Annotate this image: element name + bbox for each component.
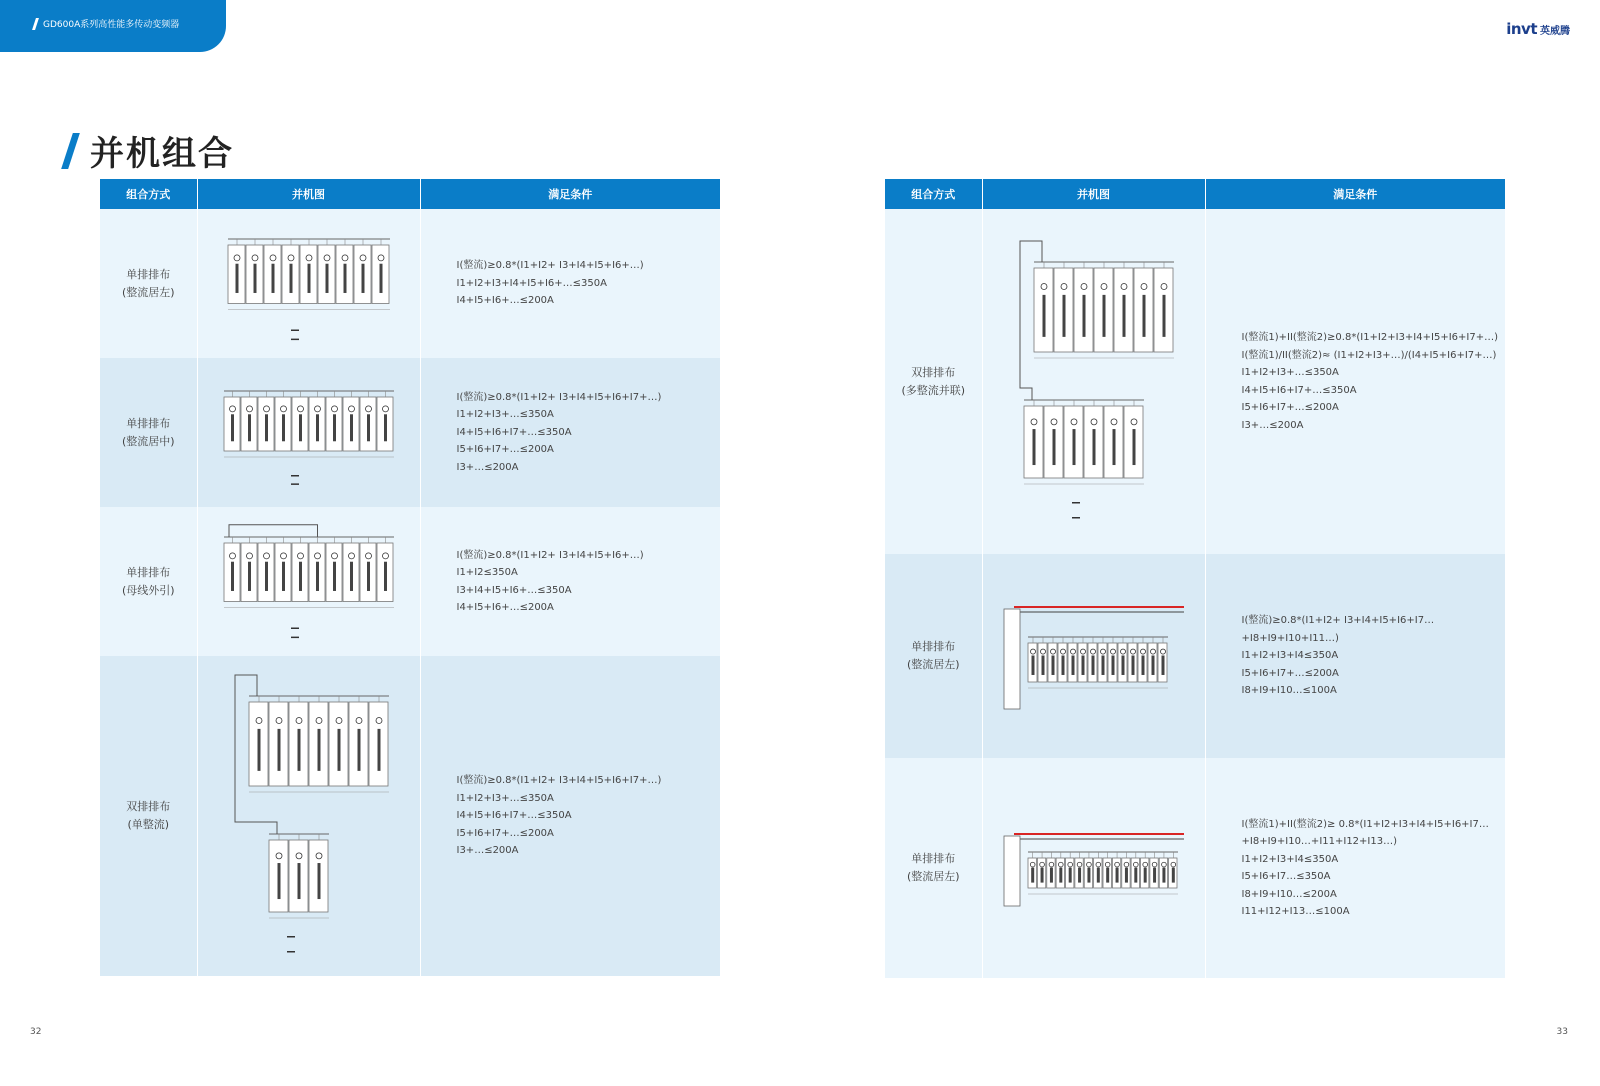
condition-line: I(整流)≥0.8*(I1+I2+ I3+I4+I5+I6+…) (456, 260, 644, 272)
condition-line: I4+I5+I6+…≤200A (456, 295, 554, 307)
header-label (34, 17, 179, 30)
condition-line: I1+I2+I3+…≤350A (456, 409, 554, 421)
diagram-cell (197, 358, 420, 507)
page-title: 并机组合 (90, 134, 234, 174)
mode-line: (多整流并联) (901, 383, 966, 397)
wiring-diagram-icon (209, 373, 409, 493)
right-combination-table (885, 179, 1505, 978)
diagram-cell (197, 656, 420, 976)
mode-cell (885, 554, 982, 758)
slash-icon (32, 18, 39, 30)
condition-line: I4+I5+I6+…≤200A (456, 602, 554, 613)
page-number-right: 33 (1556, 1027, 1568, 1037)
conditions-cell (420, 656, 720, 976)
condition-line: I(整流)≥0.8*(I1+I2+ I3+I4+I5+I6+I7+…) (456, 391, 662, 403)
table-row (885, 209, 1505, 554)
mode-cell (100, 656, 197, 976)
condition-line: I1+I2+I3+…≤350A (1241, 367, 1339, 378)
wiring-diagram-icon (994, 232, 1194, 532)
mode-line: 单排排布 (911, 640, 956, 653)
table-row (885, 758, 1505, 978)
condition-line: +I8+I9+I10+I11…) (1241, 632, 1339, 644)
table-row (100, 209, 720, 358)
condition-line: I1+I2≤350A (456, 567, 518, 578)
col-header-diagram: 并机图 (197, 179, 420, 209)
col-header-conditions: 满足条件 (1205, 179, 1505, 209)
col-header-mode: 组合方式 (100, 179, 197, 209)
left-combination-table (100, 179, 720, 976)
condition-line: I4+I5+I6+I7+…≤350A (1241, 384, 1357, 396)
diagram-cell (982, 209, 1205, 554)
col-header-mode: 组合方式 (885, 179, 982, 209)
mode-line: 单排排布 (126, 416, 171, 430)
mode-line: (整流居左) (906, 658, 960, 671)
conditions-cell (420, 358, 720, 507)
title-slash-icon (61, 133, 80, 169)
logo-icon: invt (1506, 20, 1537, 38)
diagram-cell (982, 758, 1205, 978)
conditions-cell (1205, 209, 1505, 554)
mode-line: (整流居左) (121, 285, 175, 299)
condition-line: I(整流)≥0.8*(I1+I2+ I3+I4+I5+I6+I7… (1241, 615, 1435, 627)
mode-line: 双排排布 (126, 800, 171, 813)
condition-line: I(整流1)/II(整流2)≈ (I1+I2+I3+…)/(I4+I5+I6+I7+…) (1241, 349, 1497, 361)
condition-line: I8+I9+I10…≤100A (1241, 685, 1337, 697)
mode-line: (单整流) (127, 818, 170, 831)
condition-line: I5+I6+I7+…≤200A (1241, 667, 1339, 679)
mode-cell (100, 507, 197, 656)
condition-line: I8+I9+I10…≤200A (1241, 888, 1337, 900)
condition-line: I1+I2+I3+I4≤350A (1241, 650, 1339, 662)
condition-line: I3+…≤200A (1241, 419, 1304, 431)
table-row (100, 656, 720, 976)
condition-line: I1+I2+I3+I4≤350A (1241, 853, 1339, 865)
condition-line: I5+I6+I7+…≤200A (1241, 402, 1339, 413)
condition-line: I(整流)≥0.8*(I1+I2+ I3+I4+I5+I6+…) (456, 549, 644, 561)
diagram-cell (197, 507, 420, 656)
wiring-diagram-icon (994, 591, 1194, 721)
mode-line: 单排排布 (126, 267, 171, 281)
wiring-diagram-icon (209, 517, 409, 647)
condition-line: I1+I2+I3+…≤350A (456, 792, 554, 804)
mode-line: (母线外引) (121, 583, 175, 597)
mode-line: (整流居中) (121, 434, 175, 448)
condition-line: I5+I6+I7+…≤200A (456, 444, 554, 456)
mode-cell (885, 758, 982, 978)
condition-line: I5+I6+I7+…≤200A (456, 827, 554, 839)
brand-logo (1506, 20, 1570, 38)
condition-line: I3+…≤200A (456, 461, 519, 473)
mode-cell (885, 209, 982, 554)
condition-line: I(整流1)+II(整流2)≥ 0.8*(I1+I2+I3+I4+I5+I6+I7… (1241, 818, 1489, 830)
page-title-block (67, 126, 234, 175)
header-tab (0, 0, 226, 52)
conditions-cell (1205, 758, 1505, 978)
mode-cell (100, 209, 197, 358)
conditions-cell (1205, 554, 1505, 758)
col-header-diagram: 并机图 (982, 179, 1205, 209)
mode-line: 双排排布 (911, 365, 956, 379)
condition-line: I11+I12+I13…≤100A (1241, 906, 1350, 917)
mode-cell (100, 358, 197, 507)
table-row (100, 358, 720, 507)
table-row (885, 554, 1505, 758)
diagram-cell (197, 209, 420, 358)
mode-line: 单排排布 (911, 852, 956, 865)
brand-name: 英威腾 (1540, 26, 1570, 37)
wiring-diagram-icon (209, 666, 409, 966)
table-header-row (100, 179, 720, 209)
condition-line: I(整流1)+II(整流2)≥0.8*(I1+I2+I3+I4+I5+I6+I7+…) (1241, 332, 1498, 343)
mode-line: 单排排布 (126, 565, 171, 579)
table-row (100, 507, 720, 656)
condition-line: I3+…≤200A (456, 845, 519, 857)
conditions-cell (420, 507, 720, 656)
condition-line: +I8+I9+I10…+I11+I12+I13…) (1241, 836, 1397, 847)
col-header-conditions: 满足条件 (420, 179, 720, 209)
wiring-diagram-icon (209, 219, 409, 349)
page-number-left: 32 (30, 1027, 42, 1037)
condition-line: I4+I5+I6+I7+…≤350A (456, 810, 572, 822)
conditions-cell (420, 209, 720, 358)
condition-line: I1+I2+I3+I4+I5+I6+…≤350A (456, 277, 607, 289)
condition-line: I5+I6+I7…≤350A (1241, 871, 1331, 882)
table-header-row (885, 179, 1505, 209)
series-label: GD600A系列高性能多传动变频器 (43, 20, 180, 30)
condition-line: I3+I4+I5+I6+…≤350A (456, 584, 572, 596)
condition-line: I4+I5+I6+I7+…≤350A (456, 426, 572, 438)
condition-line: I(整流)≥0.8*(I1+I2+ I3+I4+I5+I6+I7+…) (456, 775, 662, 787)
wiring-diagram-icon (994, 818, 1194, 918)
diagram-cell (982, 554, 1205, 758)
mode-line: (整流居左) (906, 870, 960, 883)
